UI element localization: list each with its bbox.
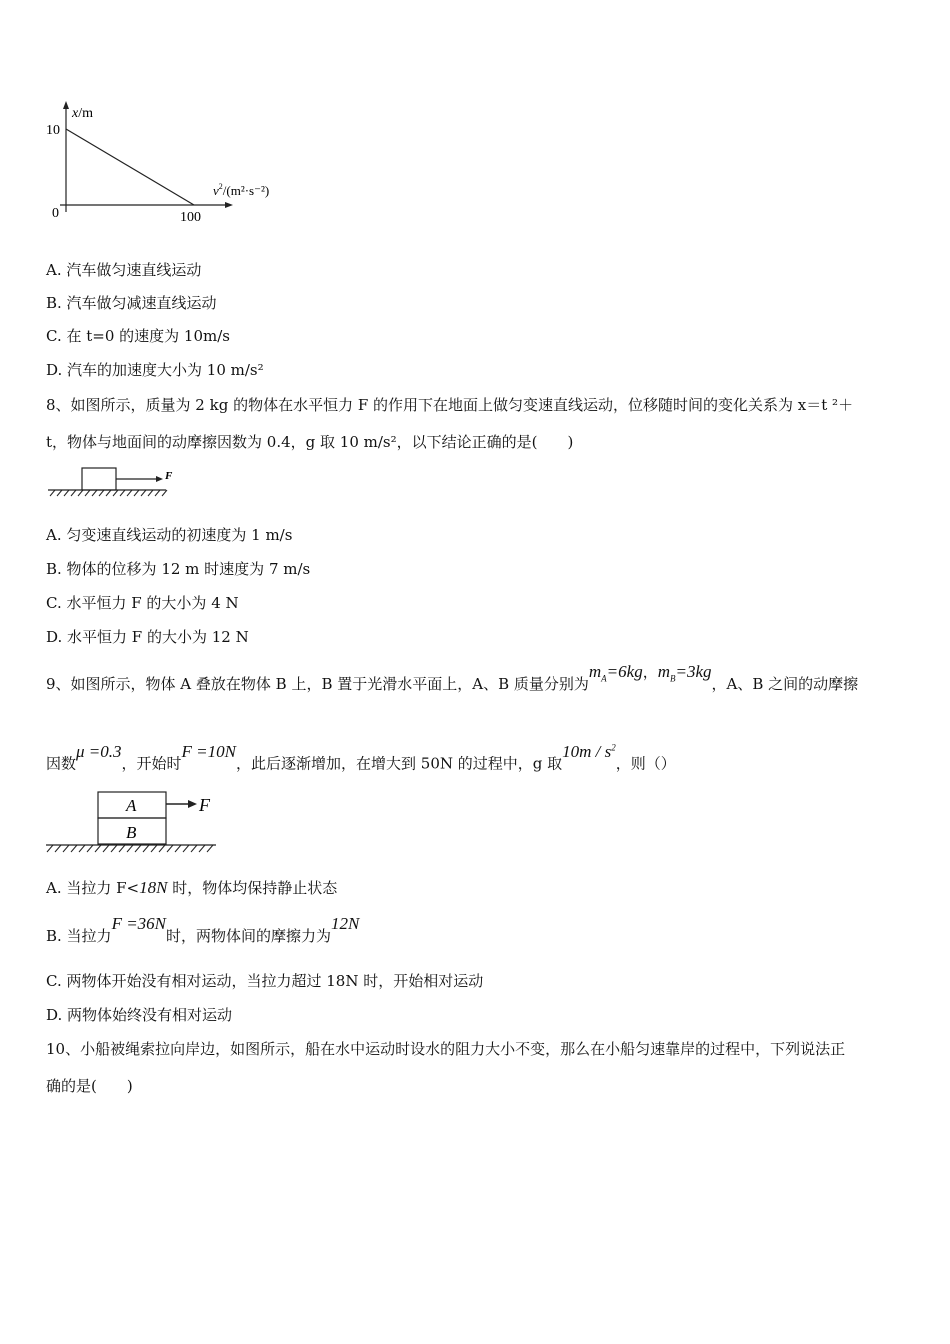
q7-option-b: B. 汽车做匀减速直线运动 [46, 294, 217, 312]
q9-stem-line2: 因数μ =0.3，开始时F =10N，此后逐渐增加，在增大到 50N 的过程中，g 取$10m / s^2$，则（） [46, 741, 676, 773]
q8-option-d: D. 水平恒力 F 的大小为 12 N [46, 628, 249, 646]
q9-stem-a: 9、如图所示，物体 A 叠放在物体 B 上，B 置于光滑水平面上，A、B 质量分别为 [46, 675, 589, 693]
q9-mu: μ =0.3 [76, 741, 122, 761]
q7-option-a: A. 汽车做匀速直线运动 [46, 261, 202, 279]
q9-f-init: F =10N [181, 741, 236, 761]
q8-stem-line1: 8、如图所示，质量为 2 kg 的物体在水平恒力 F 的作用下在地面上做匀变速直线运动，位移随时间的变化关系为 x＝t ²＋ [46, 396, 854, 414]
q9-option-a: A. 当拉力 F<18N 时，物体均保持静止状态 [46, 878, 338, 897]
graph-line [66, 129, 194, 205]
x-axis-arrow [225, 202, 233, 208]
q9-mass-a: $m_A=6kg$ [588, 662, 643, 684]
q10-stem-line2: 确的是( ) [46, 1077, 133, 1095]
q7-option-c: C. 在 t=0 的速度为 10m/s [46, 327, 230, 345]
q8-block [82, 468, 116, 490]
q7-option-d: D. 汽车的加速度大小为 10 m/s² [46, 361, 264, 379]
q9-option-d: D. 两物体始终没有相对运动 [46, 1006, 233, 1024]
q9-option-b: B. 当拉力F =36N时，两物体间的摩擦力为12N [46, 914, 360, 945]
x-axis-label: $v^2/(m^2\cdot s^{-2})$ [213, 182, 270, 198]
q8-ground-hatch [50, 490, 167, 496]
q9-force-label: F [199, 795, 210, 815]
q9-figure [42, 788, 232, 858]
q8-force-arrowhead [156, 476, 163, 482]
q9-ground-hatch [47, 845, 213, 852]
x-v2-graph [30, 95, 290, 235]
q8-force-label: F [165, 470, 173, 482]
q9-option-c: C. 两物体开始没有相对运动，当拉力超过 18N 时，开始相对运动 [46, 972, 484, 990]
y-axis-label: x/m [72, 106, 93, 121]
q9-label-b: B [126, 823, 137, 842]
y-tick-10: 10 [46, 123, 60, 138]
q9-mass-b: $m_B=3kg$ [657, 662, 712, 684]
q8-stem-line2: t，物体与地面间的动摩擦因数为 0.4，g 取 10 m/s²，以下结论正确的是( ) [46, 433, 574, 451]
q8-option-a: A. 匀变速直线运动的初速度为 1 m/s [46, 526, 293, 544]
x-tick-100: 100 [180, 210, 201, 225]
q9-label-a: A [126, 796, 137, 815]
q8-option-b: B. 物体的位移为 12 m 时速度为 7 m/s [46, 560, 311, 578]
q8-option-c: C. 水平恒力 F 的大小为 4 N [46, 594, 239, 612]
q9-force-arrowhead [188, 800, 197, 808]
origin-label: 0 [52, 206, 59, 221]
y-axis-arrow [63, 101, 69, 109]
q9-g-value: $10m / s^2$ [562, 741, 616, 761]
q10-stem-line1: 10、小船被绳索拉向岸边，如图所示，船在水中运动时设水的阻力大小不变，那么在小船匀速靠岸的过程中，下列说法正 [46, 1040, 846, 1058]
q9-stem-b: ，A、B 之间的动摩擦 [711, 675, 859, 693]
q8-figure [44, 464, 184, 500]
q9-stem-line1: 9、如图所示，物体 A 叠放在物体 B 上，B 置于光滑水平面上，A、B 质量分别为$m_A=6kg$，$m_B=3kg$，A、B 之间的动摩擦 [46, 662, 859, 693]
